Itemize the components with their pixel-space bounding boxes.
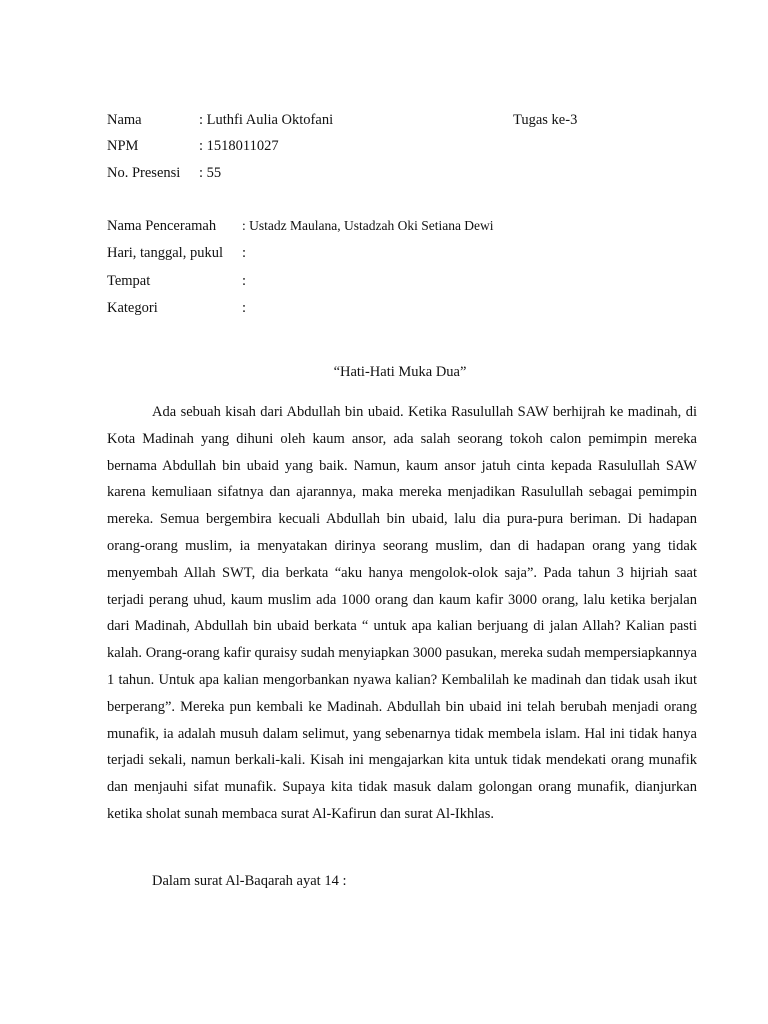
- npm-value: : 1518011027: [199, 138, 279, 154]
- presensi-label: No. Presensi: [107, 165, 181, 181]
- tempat-label: Tempat: [107, 273, 151, 289]
- tugas-label: Tugas ke-3: [513, 112, 578, 128]
- tempat-value: :: [242, 273, 247, 289]
- nama-value: : Luthfi Aulia Oktofani: [199, 112, 334, 128]
- paragraph-1: Ada sebuah kisah dari Abdullah bin ubaid. Ketika Rasulullah SAW berhijrah ke madinah, di Kota Madinah yang dihuni oleh kaum ansor, ada salah seorang tokoh calon pemimpin mereka bernama Abdullah bin ubaid yang baik. Namun, kaum ansor jatuh cinta kepada Rasulullah SAW karena kemuliaan sifatnya dan ajarannya, maka mereka menjadikan Rasulullah sebagai pemimpin mereka. Semua bergembira kecuali Abdullah bin ubaid, lalu dia pura-pura beriman. Di hadapan orang-orang muslim, ia menyatakan dirinya seorang muslim, dan di hadapan orang yang tidak menyembah Allah SWT, dia berkata “aku hanya mengolok-olok saja”. Pada tahun 3 hijriah saat terjadi perang uhud, kaum muslim ada 1000 orang dan kaum kafir 3000 orang, lalu ketika berjalan dari Madinah, Abdullah bin ubaid berkata “ untuk apa kalian berjuang di jalan Allah? Kalian pasti kalah. Orang-orang kafir quraisy sudah menyiapkan 3000 pasukan, mereka sudah mempersiapkannya 1 tahun. Untuk apa kalian mengorbankan nyawa kalian? Kembalilah ke madinah dan tidak usah ikut berperang”. Mereka pun kembali ke Madinah. Abdullah bin ubaid ini telah berubah menjadi orang munafik, ia adalah musuh dalam selimut, yang sebenarnya tidak membela islam. Hal ini tidak hanya terjadi sekali, namun berkali-kali. Kisah ini mengajarkan kita untuk tidak mendekati orang munafik dan menjauhi sifat munafik. Supaya kita tidak masuk dalam golongan orang munafik, dianjurkan ketika sholat sunah membaca surat Al-Kafirun dan surat Al-Ikhlas.: [107, 404, 697, 822]
- penceramah-label: Nama Penceramah: [107, 218, 217, 234]
- nama-label: Nama: [107, 112, 142, 128]
- hari-label: Hari, tanggal, pukul: [107, 245, 223, 261]
- document-title: “Hati-Hati Muka Dua”: [333, 364, 467, 380]
- paragraph-2: Dalam surat Al-Baqarah ayat 14 :: [152, 873, 347, 889]
- hari-value: :: [242, 245, 247, 261]
- kategori-label: Kategori: [107, 300, 158, 316]
- kategori-value: :: [242, 300, 247, 316]
- penceramah-value: : Ustadz Maulana, Ustadzah Oki Setiana Dewi: [242, 218, 494, 233]
- presensi-value: : 55: [199, 165, 222, 181]
- body-text: [107, 399, 697, 828]
- npm-label: NPM: [107, 138, 139, 154]
